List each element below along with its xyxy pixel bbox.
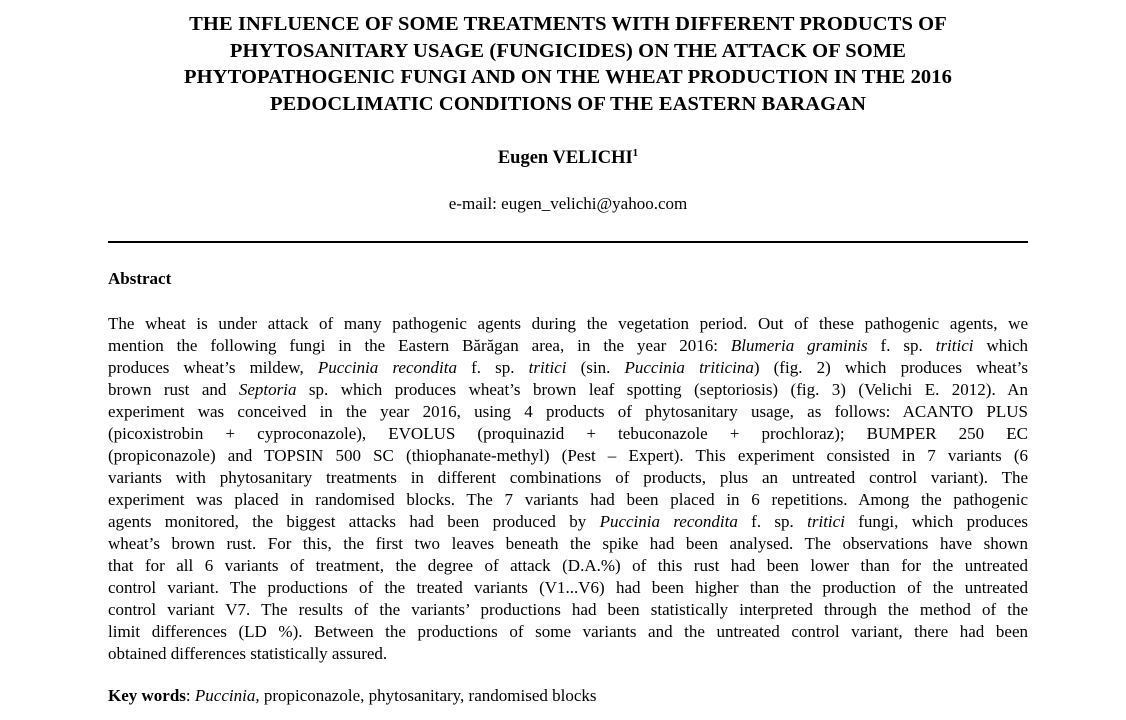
abstract-text: sp. which produces wheat’s brown leaf spotting (septoriosis) (fig. 3) (Velichi E. 2012). An (296, 380, 1028, 399)
affiliation-mark: 1 (632, 147, 639, 159)
abstract-body (108, 313, 1028, 665)
abstract-text: f. sp. (737, 512, 808, 531)
abstract-text: produces wheat’s mildew, (108, 358, 318, 377)
abstract-text: brown rust and (108, 380, 239, 399)
header-divider (108, 241, 1028, 243)
abstract-italic-term: Septoria (238, 380, 297, 399)
abstract-text: f. sp. (456, 358, 529, 377)
abstract-italic-term: tritici (528, 358, 567, 377)
title-line: PEDOCLIMATIC CONDITIONS OF THE EASTERN BARAGAN (270, 92, 866, 115)
keywords-rest: propiconazole, phytosanitary, randomised blocks (259, 686, 597, 705)
abstract-text: control variant V7. The results of the variants’ productions had been statistically interpreted through the method of the (108, 600, 1028, 619)
abstract-line (108, 599, 1028, 621)
abstract-text: that for all 6 variants of treatment, the degree of attack (D.A.%) of this rust had been lower than for the untreated (108, 556, 1028, 575)
abstract-line (108, 445, 1028, 467)
keywords-label: Key words (108, 686, 186, 705)
abstract-text: wheat’s brown rust. For this, the first two leaves beneath the spike had been analysed. The observations have shown (108, 534, 1028, 553)
abstract-line (108, 467, 1028, 489)
abstract-line (108, 313, 1028, 335)
abstract-line (108, 379, 1028, 401)
abstract-line (108, 511, 1028, 533)
keyword-italic: Puccinia, (194, 686, 260, 705)
abstract-text: mention the following fungi in the Eastern Bărăgan area, in the year 2016: (108, 336, 731, 355)
abstract-italic-term: Puccinia recondita (317, 358, 457, 377)
abstract-text: obtained differences statistically assured. (108, 644, 388, 663)
abstract-italic-term: Blumeria graminis (730, 336, 868, 355)
abstract-line (108, 555, 1028, 577)
abstract-heading: Abstract (108, 269, 172, 288)
abstract-text: agents monitored, the biggest attacks had been produced by (108, 512, 600, 531)
abstract-italic-term: tritici (935, 336, 974, 355)
abstract-text: experiment was placed in randomised blocks. The 7 variants had been placed in 6 repetitions. Among the pathogenic (108, 490, 1028, 509)
abstract-italic-term: Puccinia recondita (599, 512, 738, 531)
title-line: THE INFLUENCE OF SOME TREATMENTS WITH DIFFERENT PRODUCTS OF (189, 13, 947, 35)
abstract-text: (picoxistrobin + cyproconazole), EVOLUS (proquinazid + tebuconazole + prochloraz); BUMPER 250 EC (108, 424, 1028, 443)
abstract-line (108, 401, 1028, 423)
title-line: PHYTOSANITARY USAGE (FUNGICIDES) ON THE ATTACK OF SOME (229, 39, 907, 62)
abstract-line (108, 533, 1028, 555)
keywords-separator: : (185, 686, 195, 705)
abstract-text: f. sp. (867, 336, 936, 355)
abstract-text: variants with phytosanitary treatments in different combinations of products, plus an untreated control variant). The (108, 468, 1028, 487)
abstract-text: experiment was conceived in the year 2016, using 4 products of phytosanitary usage, as follows: ACANTO PLUS (108, 402, 1028, 421)
abstract-text: limit differences (LD %). Between the productions of some variants and the untreated control variant, there had been (108, 622, 1028, 641)
abstract-line (108, 621, 1028, 643)
abstract-line (108, 577, 1028, 599)
keywords-line (108, 685, 597, 707)
author-line (108, 146, 1028, 170)
abstract-italic-term: Puccinia triticina (624, 358, 754, 377)
author-email: e-mail: eugen_velichi@yahoo.com (448, 194, 688, 213)
abstract-line (108, 335, 1028, 357)
abstract-line (108, 489, 1028, 511)
author-name: Eugen VELICHI (497, 148, 633, 168)
abstract-text: (propiconazole) and TOPSIN 500 SC (thiophanate-methyl) (Pest – Expert). This experiment consisted in 7 variants (6 (108, 446, 1028, 465)
title-line: PHYTOPATHOGENIC FUNGI AND ON THE WHEAT PRODUCTION IN THE 2016 (184, 66, 952, 89)
abstract-text: The wheat is under attack of many pathogenic agents during the vegetation period. Out of these pathogenic agents, we (108, 314, 1028, 333)
abstract-line (108, 423, 1028, 445)
paper-title (108, 11, 1028, 117)
abstract-line (108, 643, 1028, 665)
abstract-text: fungi, which produces (844, 512, 1028, 531)
abstract-line (108, 357, 1028, 379)
abstract-text: control variant. The productions of the treated variants (V1...V6) had been higher than the production of the untreated (108, 578, 1028, 597)
abstract-text: (sin. (566, 358, 625, 377)
abstract-text: ) (fig. 2) which produces wheat’s (753, 358, 1029, 377)
abstract-italic-term: tritici (807, 512, 845, 531)
abstract-text: which (973, 336, 1028, 355)
